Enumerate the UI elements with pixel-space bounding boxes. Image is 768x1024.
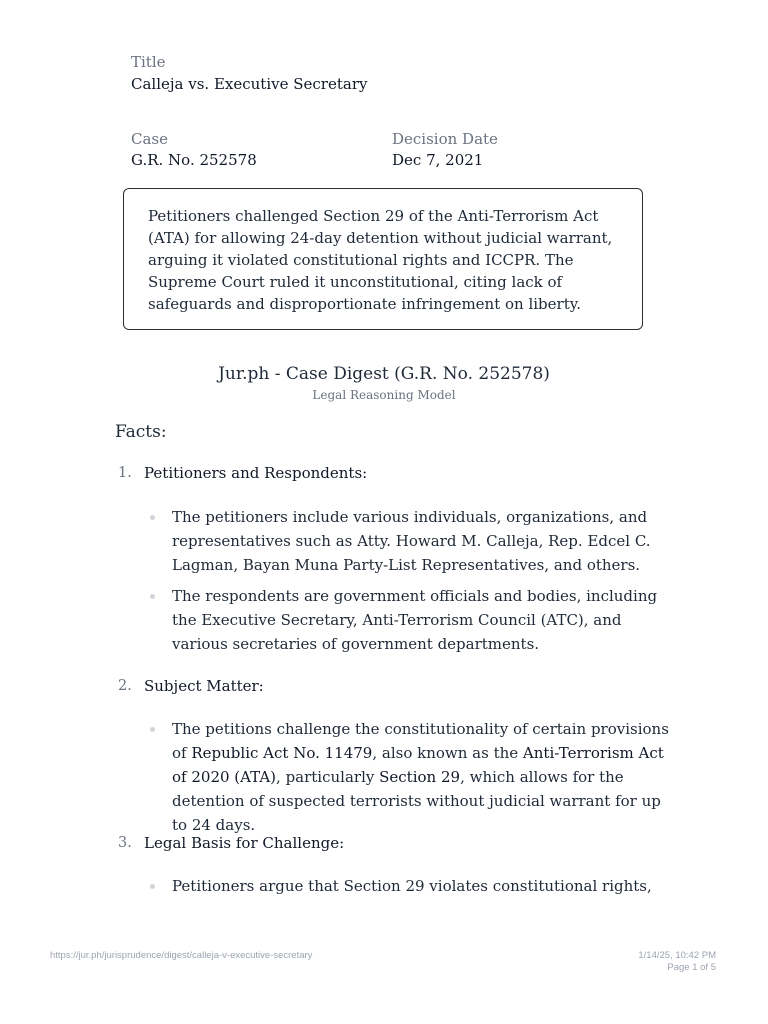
list-item: The respondents are government officials and bodies, including the Executive Secretary, Anti-Terrorism Council (ATC), and various secretaries of government departments. — [172, 587, 658, 653]
facts-heading: Facts: — [115, 422, 167, 442]
footer-datetime: 1/14/25, 10:42 PM — [638, 950, 716, 961]
case-label: Case — [131, 130, 168, 148]
list-item: The petitioners include various individuals, organizations, and representatives such as Atty. Howard M. Calleja, Rep. Edcel C. Lagman, Bayan Muna Party-List Representatives, and others. — [172, 508, 651, 574]
footer-url: https://jur.ph/jurisprudence/digest/calleja-v-executive-secretary — [50, 950, 313, 961]
list-item: Petitioners argue that Section 29 violates constitutional rights, — [172, 877, 652, 895]
list-item: The petitions challenge the constitutionality of certain provisions of Republic Act No. 11479, also known as the Anti-Terrorism Act of 2020 (ATA), particularly Section 29, which allows for the detention of suspected terrorists without judicial warrant for up to 24 days. — [172, 720, 669, 834]
item-title: Petitioners and Respondents: — [144, 464, 368, 482]
item-title: Subject Matter: — [144, 677, 264, 695]
bullet-dot — [150, 884, 155, 889]
decision-date: Dec 7, 2021 — [392, 151, 484, 169]
digest-subtitle: Legal Reasoning Model — [312, 388, 456, 402]
footer-page-number: Page 1 of 5 — [667, 962, 716, 973]
item-number: 1. — [118, 465, 132, 481]
case-summary: Petitioners challenged Section 29 of the Anti-Terrorism Act (ATA) for allowing 24-day detention without judicial warrant, arguing it violated constitutional rights and ICCPR. The Supreme Court ruled it unconstitutional, citing lack of safeguards and disproportionate infringement on liberty. — [123, 188, 643, 330]
item-title: Legal Basis for Challenge: — [144, 834, 345, 852]
bullet-dot — [150, 515, 155, 520]
item-number: 3. — [118, 835, 132, 851]
item-number: 2. — [118, 678, 132, 694]
bullet-dot — [150, 727, 155, 732]
decision-date-label: Decision Date — [392, 130, 498, 148]
footer-info — [638, 950, 716, 974]
case-number: G.R. No. 252578 — [131, 151, 257, 169]
case-title: Calleja vs. Executive Secretary — [131, 75, 368, 93]
bullet-dot — [150, 594, 155, 599]
digest-title: Jur.ph - Case Digest (G.R. No. 252578) — [218, 364, 550, 384]
title-label: Title — [131, 53, 166, 71]
